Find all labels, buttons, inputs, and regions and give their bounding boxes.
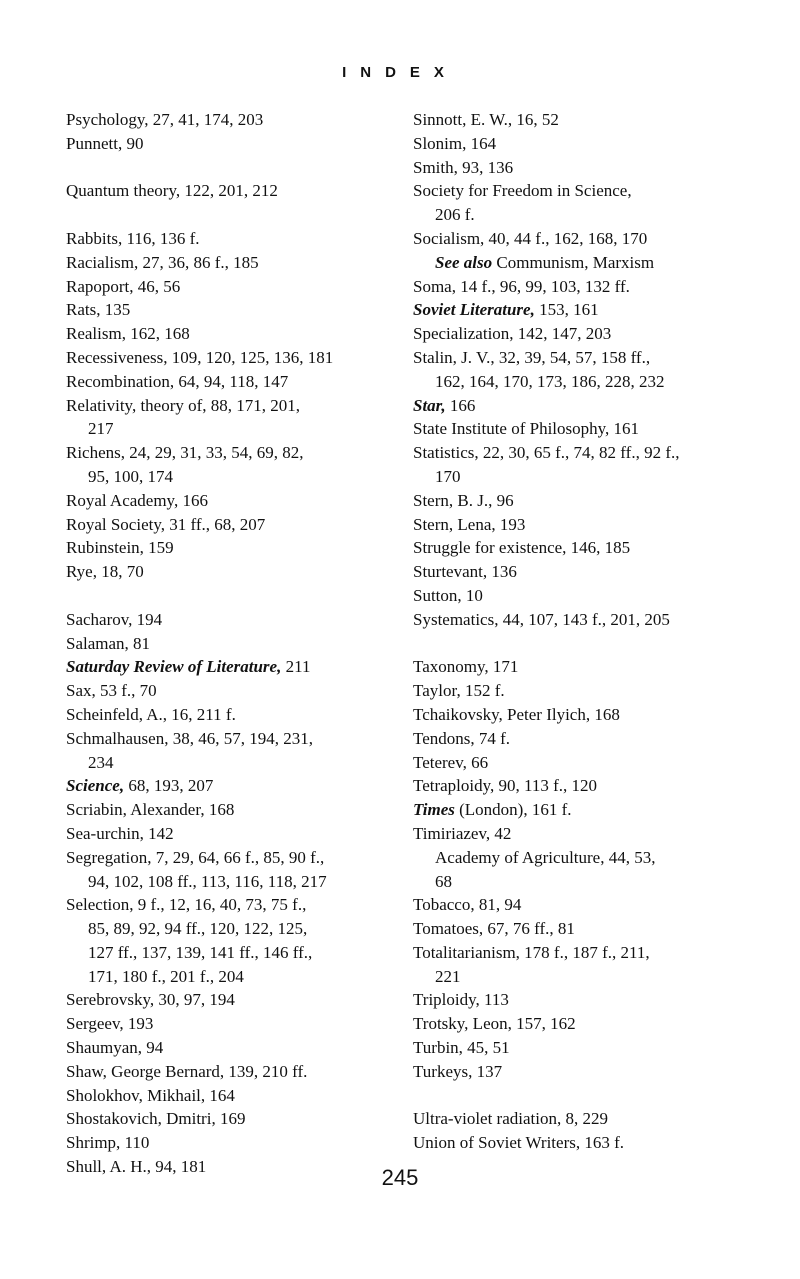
index-entry: Royal Academy, 166 <box>66 490 208 510</box>
index-entry: Sutton, 10 <box>413 585 483 605</box>
index-entry: Sinnott, E. W., 16, 52 <box>413 110 559 129</box>
index-entry: Tendons, 74 f. <box>413 728 511 748</box>
italic-title: Saturday Review of Literature, <box>66 657 282 677</box>
index-entry: Segregation, 7, 29, 64, 66 f., 85, 90 f., <box>66 847 325 867</box>
index-entry: Teterev, 66 <box>413 752 489 772</box>
index-entry: Taylor, 152 f. <box>413 681 505 701</box>
index-entry-continuation: 127 ff., 137, 139, 141 ff., 146 ff., <box>88 942 313 962</box>
index-entry: Trotsky, Leon, 157, 162 <box>413 1014 576 1034</box>
index-entry-continuation: See also Communism, Marxism <box>435 252 655 272</box>
index-column-right <box>413 108 743 1155</box>
index-entry: Sturtevant, 136 <box>413 562 517 582</box>
italic-title: Soviet Literature, <box>413 300 535 320</box>
index-entry: Totalitarianism, 178 f., 187 f., 211, <box>413 942 650 962</box>
index-entry: Rats, 135 <box>66 300 131 320</box>
index-entry: Shostakovich, Dmitri, 169 <box>66 1109 246 1129</box>
index-entry: Star, 166 <box>413 395 476 415</box>
index-entry: Racialism, 27, 36, 86 f., 185 <box>66 252 259 272</box>
index-entry: Shaw, George Bernard, 139, 210 ff. <box>66 1061 308 1081</box>
index-column-left <box>66 108 411 1179</box>
index-entry: Psychology, 27, 41, 174, 203 <box>66 110 264 129</box>
index-entry: Ultra-violet radiation, 8, 229 <box>413 1109 608 1129</box>
index-entry: Timiriazev, 42 <box>413 823 512 843</box>
index-entry: Recombination, 64, 94, 118, 147 <box>66 371 289 391</box>
page-header: INDEX <box>342 64 458 81</box>
index-entry-continuation: 85, 89, 92, 94 ff., 120, 122, 125, <box>88 919 308 939</box>
page-number: 245 <box>381 1165 419 1190</box>
section-gap <box>413 1084 743 1108</box>
index-entry: Tetraploidy, 90, 113 f., 120 <box>413 776 598 796</box>
index-entry: Smith, 93, 136 <box>413 157 514 177</box>
index-entry: Tchaikovsky, Peter Ilyich, 168 <box>413 704 620 724</box>
index-entry: Struggle for existence, 146, 185 <box>413 538 631 558</box>
italic-title: Science, <box>66 776 125 796</box>
index-entry: Shull, A. H., 94, 181 <box>66 1157 207 1177</box>
index-entry-continuation: 170 <box>435 466 461 486</box>
index-entry: Punnett, 90 <box>66 133 144 153</box>
index-entry: Serebrovsky, 30, 97, 194 <box>66 990 235 1010</box>
index-entry-continuation: 95, 100, 174 <box>88 466 173 486</box>
index-entry: Saturday Review of Literature, 211 <box>66 657 311 677</box>
index-entry: Rabbits, 116, 136 f. <box>66 228 200 248</box>
italic-title: Star, <box>413 395 446 415</box>
index-entry: Statistics, 22, 30, 65 f., 74, 82 ff., 92 f., <box>413 443 680 463</box>
section-gap <box>66 156 411 180</box>
italic-title: Times <box>413 800 455 820</box>
section-gap <box>66 203 411 227</box>
index-entry: Slonim, 164 <box>413 133 497 153</box>
index-entry: Specialization, 142, 147, 203 <box>413 324 612 344</box>
index-entry-continuation: 217 <box>88 419 114 439</box>
index-entry-continuation: 171, 180 f., 201 f., 204 <box>88 966 244 986</box>
index-entry: Stern, B. J., 96 <box>413 490 514 510</box>
index-entry: Recessiveness, 109, 120, 125, 136, 181 <box>66 347 334 367</box>
index-entry: Rapoport, 46, 56 <box>66 276 181 296</box>
index-entry: Salaman, 81 <box>66 633 151 653</box>
index-entry: Shaumyan, 94 <box>66 1038 164 1058</box>
index-entry: Sacharov, 194 <box>66 609 163 629</box>
index-entry: Turbin, 45, 51 <box>413 1038 510 1058</box>
index-entry: Richens, 24, 29, 31, 33, 54, 69, 82, <box>66 443 304 463</box>
index-entry: Rubinstein, 159 <box>66 538 174 558</box>
index-entry: Systematics, 44, 107, 143 f., 201, 205 <box>413 609 670 629</box>
index-entry: Scriabin, Alexander, 168 <box>66 800 235 820</box>
section-gap <box>413 632 743 656</box>
index-entry: Schmalhausen, 38, 46, 57, 194, 231, <box>66 728 313 748</box>
index-entry: Stern, Lena, 193 <box>413 514 526 534</box>
index-entry: Sholokhov, Mikhail, 164 <box>66 1085 235 1105</box>
index-entry: Selection, 9 f., 12, 16, 40, 73, 75 f., <box>66 895 307 915</box>
index-entry: Relativity, theory of, 88, 171, 201, <box>66 395 301 415</box>
index-entry: Royal Society, 31 ff., 68, 207 <box>66 514 266 534</box>
index-entry: Soma, 14 f., 96, 99, 103, 132 ff. <box>413 276 630 296</box>
index-entry: Times (London), 161 f. <box>413 800 572 820</box>
index-entry: Shrimp, 110 <box>66 1133 150 1153</box>
index-entry-continuation: 221 <box>435 966 461 986</box>
italic-title: See also <box>435 252 493 272</box>
index-entry: Society for Freedom in Science, <box>413 181 632 201</box>
index-entry: Sergeev, 193 <box>66 1014 154 1034</box>
index-entry: Triploidy, 113 <box>413 990 509 1010</box>
index-entry: Realism, 162, 168 <box>66 324 190 344</box>
index-entry: Turkeys, 137 <box>413 1061 503 1081</box>
index-entry: Tomatoes, 67, 76 ff., 81 <box>413 919 575 939</box>
index-entry: Sax, 53 f., 70 <box>66 681 157 701</box>
index-entry: Rye, 18, 70 <box>66 562 144 582</box>
index-entry: Stalin, J. V., 32, 39, 54, 57, 158 ff., <box>413 347 651 367</box>
index-entry: Soviet Literature, 153, 161 <box>413 300 599 320</box>
index-entry: State Institute of Philosophy, 161 <box>413 419 640 439</box>
index-entry-continuation: 206 f. <box>435 205 475 225</box>
index-entry: Quantum theory, 122, 201, 212 <box>66 181 278 201</box>
index-entry: Union of Soviet Writers, 163 f. <box>413 1133 625 1153</box>
index-entry-continuation: Academy of Agriculture, 44, 53, <box>435 847 656 867</box>
index-entry-continuation: 68 <box>435 871 452 891</box>
index-entry: Science, 68, 193, 207 <box>66 776 214 796</box>
section-gap <box>66 584 411 608</box>
index-entry: Scheinfeld, A., 16, 211 f. <box>66 704 236 724</box>
index-entry: Taxonomy, 171 <box>413 657 519 677</box>
index-entry: Sea-urchin, 142 <box>66 823 174 843</box>
index-entry-continuation: 94, 102, 108 ff., 113, 116, 118, 217 <box>88 871 327 891</box>
index-entry: Tobacco, 81, 94 <box>413 895 522 915</box>
index-entry-continuation: 234 <box>88 752 114 772</box>
index-entry-continuation: 162, 164, 170, 173, 186, 228, 232 <box>435 371 665 391</box>
index-entry: Socialism, 40, 44 f., 162, 168, 170 <box>413 228 648 248</box>
